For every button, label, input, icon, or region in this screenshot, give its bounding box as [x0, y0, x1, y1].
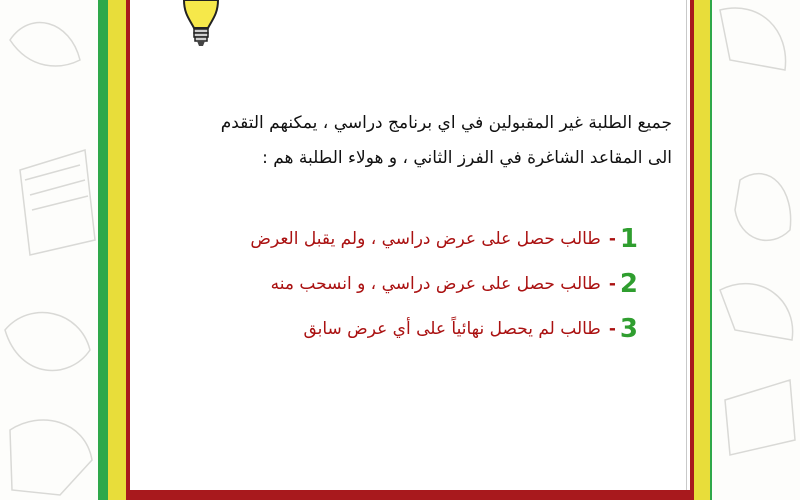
list-item-text: طالب لم يحصل نهائياً على أي عرض سابق — [303, 318, 601, 339]
list-item-number: 1 — [619, 223, 638, 254]
intro-line-1: جميع الطلبة غير المقبولين في اي برنامج دراسي ، يمكنهم التقدم — [220, 113, 672, 133]
list-item-number: 3 — [619, 313, 638, 344]
content-card — [130, 0, 690, 490]
intro-paragraph — [152, 106, 672, 176]
list-item-dash: - — [608, 318, 616, 339]
list-item — [168, 306, 638, 351]
list-item-number: 2 — [619, 268, 638, 299]
lightbulb-icon — [180, 0, 222, 48]
list-item-dash: - — [608, 228, 616, 249]
list-item-dash: - — [608, 273, 616, 294]
list-item — [168, 216, 638, 261]
list-item-text: طالب حصل على عرض دراسي ، ولم يقبل العرض — [250, 228, 601, 249]
list-item — [168, 261, 638, 306]
intro-line-2: الى المقاعد الشاغرة في الفرز الثاني ، و هولاء الطلبة هم : — [262, 148, 672, 168]
eligibility-list — [168, 216, 638, 351]
card-divider-line — [686, 0, 687, 490]
list-item-text: طالب حصل على عرض دراسي ، و انسحب منه — [270, 273, 601, 294]
